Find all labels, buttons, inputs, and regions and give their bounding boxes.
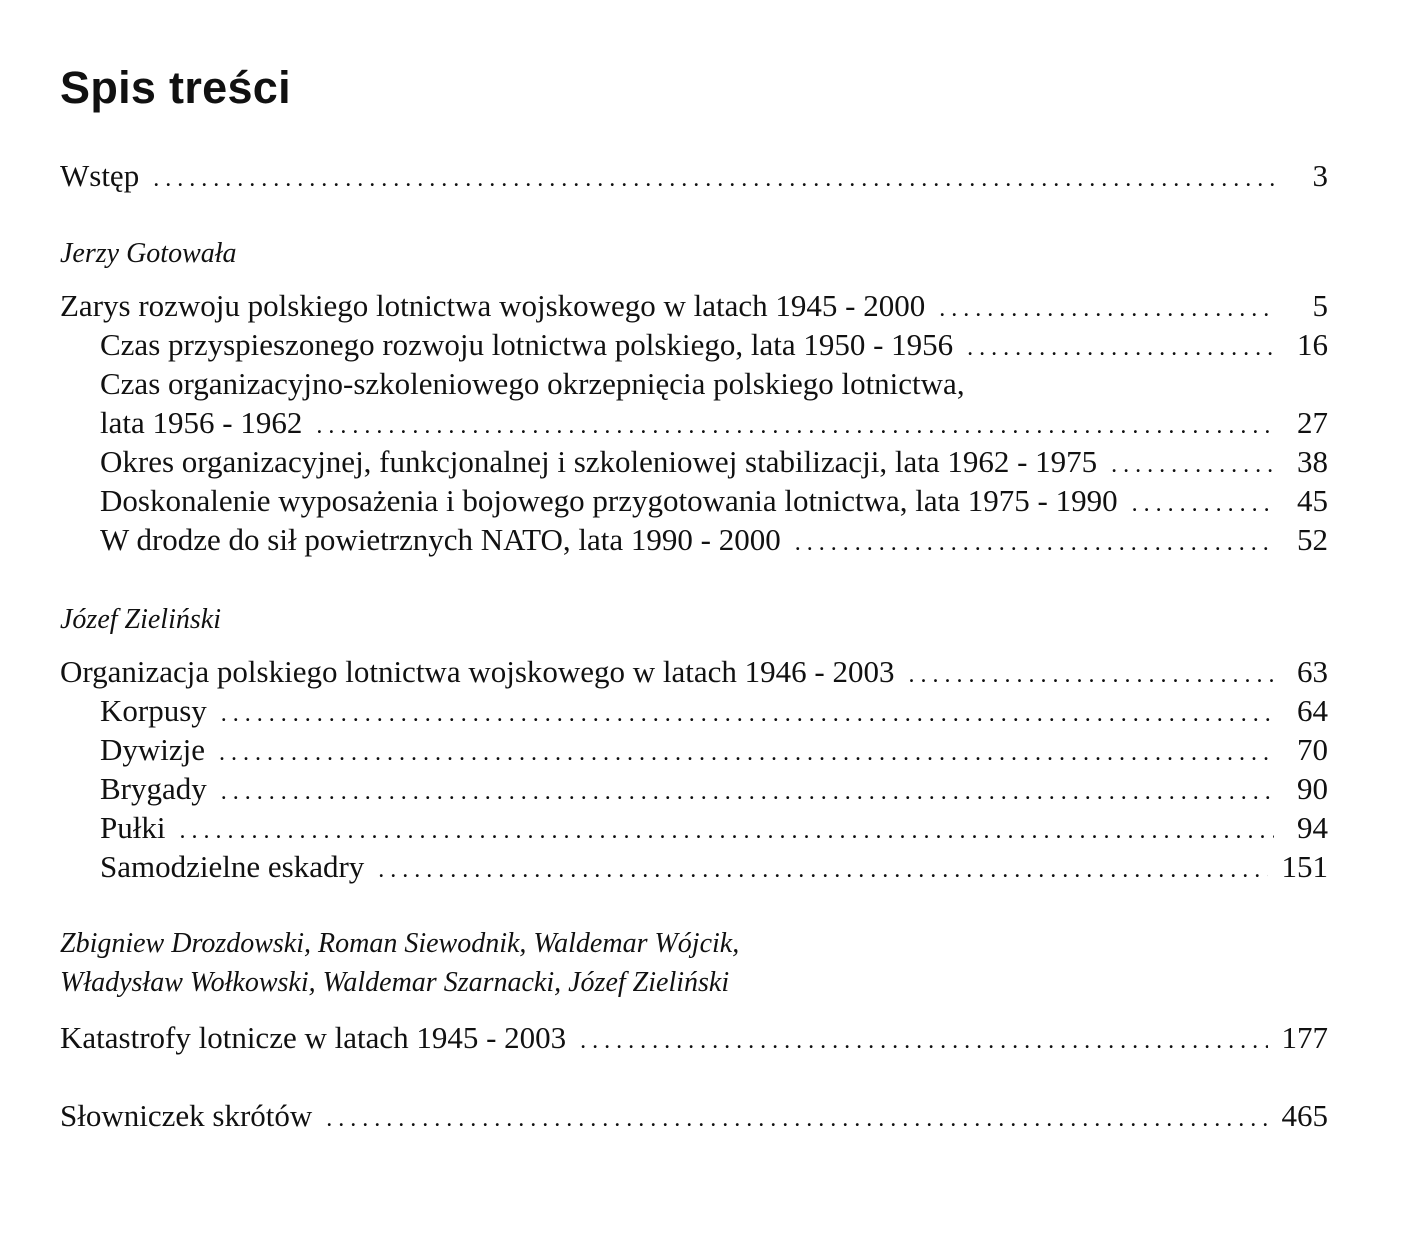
dot-leader	[153, 159, 1274, 199]
toc-entry-label: Samodzielne eskadry	[100, 849, 365, 884]
toc-entry-sub[interactable]	[100, 691, 1328, 734]
dot-leader	[179, 811, 1274, 851]
toc-entry-glossary[interactable]	[60, 1096, 1328, 1139]
toc-entry-page: 64	[1297, 693, 1328, 728]
toc-entry-page: 94	[1297, 810, 1328, 845]
dot-leader	[221, 694, 1274, 734]
toc-entry-label: Brygady	[100, 771, 207, 806]
dot-leader	[795, 523, 1274, 563]
toc-entry-sub[interactable]	[100, 403, 1328, 446]
toc-entry-label: Czas przyspieszonego rozwoju lotnictwa polskiego, lata 1950 - 1956	[100, 327, 954, 362]
section-author: Władysław Wołkowski, Waldemar Szarnacki, Józef Zieliński	[60, 967, 730, 998]
toc-entry-page: 151	[1281, 849, 1328, 884]
dot-leader	[1111, 445, 1274, 485]
toc-entry-label: Okres organizacyjnej, funkcjonalnej i szkoleniowej stabilizacji, lata 1962 - 1975	[100, 444, 1098, 479]
toc-entry-sub[interactable]	[100, 442, 1328, 485]
toc-entry-main[interactable]	[60, 286, 1328, 329]
toc-entry-label: lata 1956 - 1962	[100, 405, 303, 440]
toc-entry-label: Wstęp	[60, 158, 140, 193]
toc-entry-page: 27	[1297, 405, 1328, 440]
toc-entry-sub[interactable]	[100, 325, 1328, 368]
toc-entry-label: Zarys rozwoju polskiego lotnictwa wojskowego w latach 1945 - 2000	[60, 288, 926, 323]
toc-entry-page: 45	[1297, 483, 1328, 518]
dot-leader	[221, 772, 1274, 812]
toc-entry-sub[interactable]	[100, 730, 1328, 773]
toc-entry-sub[interactable]	[100, 520, 1328, 563]
toc-entry-sub[interactable]	[100, 481, 1328, 524]
toc-entry-page: 465	[1281, 1098, 1328, 1133]
section-author: Zbigniew Drozdowski, Roman Siewodnik, Waldemar Wójcik,	[60, 928, 740, 959]
toc-entry-label: Organizacja polskiego lotnictwa wojskowego w latach 1946 - 2003	[60, 654, 895, 689]
dot-leader	[967, 328, 1274, 368]
dot-leader	[580, 1021, 1267, 1061]
page-title: Spis treści	[60, 62, 291, 113]
toc-entry-page: 52	[1297, 522, 1328, 557]
toc-entry-page: 177	[1281, 1020, 1328, 1055]
toc-entry-main[interactable]	[60, 1018, 1328, 1061]
toc-entry-label: Korpusy	[100, 693, 207, 728]
toc-entry-page: 5	[1312, 288, 1328, 323]
toc-entry-page: 38	[1297, 444, 1328, 479]
toc-entry-label: W drodze do sił powietrznych NATO, lata 1990 - 2000	[100, 522, 781, 557]
toc-entry-label: Katastrofy lotnicze w latach 1945 - 2003	[60, 1020, 567, 1055]
toc-entry-label: Dywizje	[100, 732, 206, 767]
toc-entry-page: 3	[1312, 158, 1328, 193]
toc-entry-main[interactable]	[60, 652, 1328, 695]
toc-entry-page: 90	[1297, 771, 1328, 806]
dot-leader	[939, 289, 1274, 329]
toc-entry-page: 63	[1297, 654, 1328, 689]
dot-leader	[316, 406, 1274, 446]
toc-entry-page: 16	[1297, 327, 1328, 362]
dot-leader	[326, 1099, 1267, 1139]
toc-entry-sub[interactable]	[100, 769, 1328, 812]
dot-leader	[378, 850, 1267, 890]
section-author: Jerzy Gotowała	[60, 238, 237, 269]
dot-leader	[219, 733, 1274, 773]
dot-leader	[1132, 484, 1274, 524]
toc-entry-label: Pułki	[100, 810, 166, 845]
toc-entry-label: Słowniczek skrótów	[60, 1098, 313, 1133]
toc-entry-label: Doskonalenie wyposażenia i bojowego przygotowania lotnictwa, lata 1975 - 1990	[100, 483, 1118, 518]
toc-entry-wstep[interactable]	[60, 156, 1328, 199]
toc-entry-sub[interactable]	[100, 808, 1328, 851]
toc-entry-label-continued: Czas organizacyjno-szkoleniowego okrzepnięcia polskiego lotnictwa,	[100, 366, 965, 401]
toc-entry-sub[interactable]	[100, 847, 1328, 890]
section-author: Józef Zieliński	[60, 604, 221, 635]
dot-leader	[909, 655, 1274, 695]
toc-entry-page: 70	[1297, 732, 1328, 767]
